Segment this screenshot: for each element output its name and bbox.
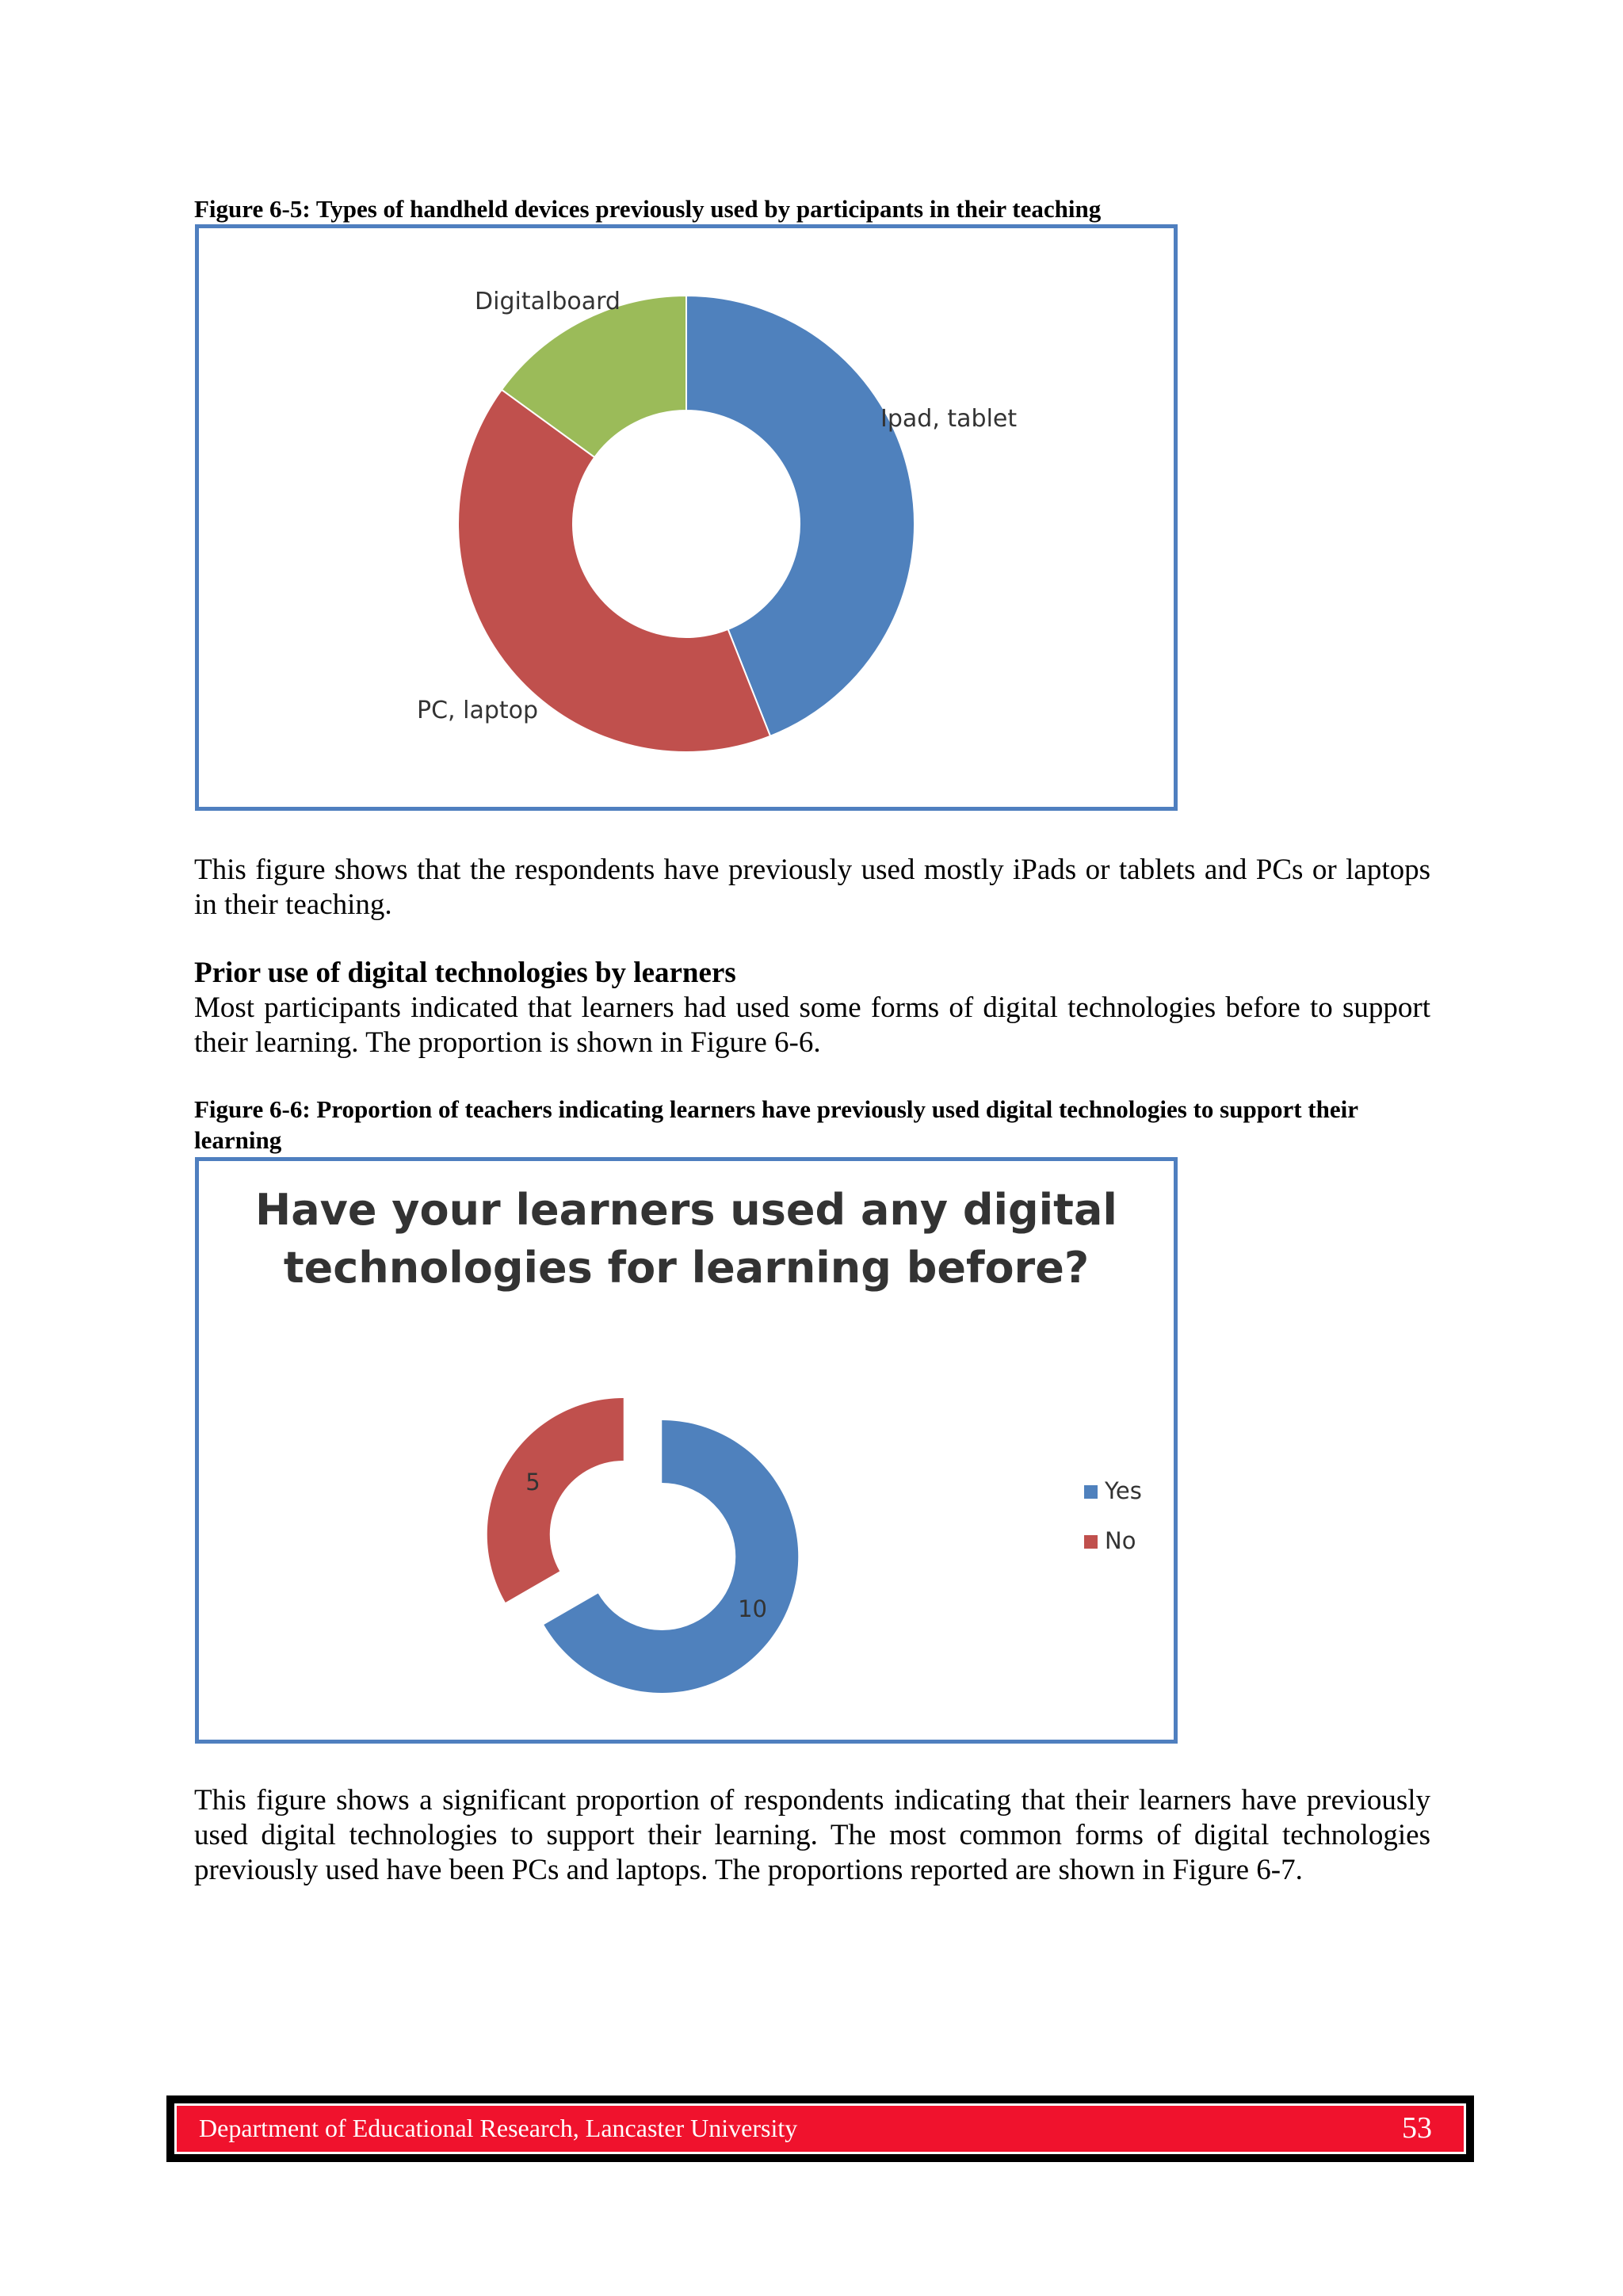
value-label-no: 5 xyxy=(525,1469,540,1496)
legend-label-no: No xyxy=(1105,1527,1136,1554)
figure-6-6-chart xyxy=(195,1157,1178,1744)
paragraph-figure-6-5: This figure shows that the respondents have previously used mostly iPads or tablets and PCs or laptops in their teaching. xyxy=(194,854,1430,921)
slice-no xyxy=(487,1398,624,1603)
page-footer xyxy=(166,2095,1474,2162)
label-pc-laptop: PC, laptop xyxy=(417,697,539,724)
page-number: 53 xyxy=(1402,2111,1432,2145)
figure-6-5-caption: Figure 6-5: Types of handheld devices previously used by participants in their teaching xyxy=(194,195,1102,223)
paragraph-figure-6-6: This figure shows a significant proportion of respondents indicating that their learners have previously used digital technologies to support their learning. The most common forms of digital technologies previously used have been PCs and laptops. The proportions reported are shown in Figure 6-7. xyxy=(194,1784,1430,1886)
legend-swatch-no xyxy=(1084,1535,1098,1549)
section-paragraph: Most participants indicated that learners had used some forms of digital technologies before to support their learning. The proportion is shown in Figure 6-6. xyxy=(194,991,1430,1059)
chart-title-line-2: technologies for learning before? xyxy=(283,1243,1090,1293)
label-digitalboard: Digitalboard xyxy=(475,288,621,315)
footer-band xyxy=(174,2103,1466,2154)
legend-label-yes: Yes xyxy=(1105,1477,1142,1504)
figure-6-6-caption: Figure 6-6: Proportion of teachers indicating learners have previously used digital technologies to support their learning xyxy=(194,1095,1358,1154)
doughnut-chart-learners xyxy=(199,1161,1174,1740)
footer-department: Department of Educational Research, Lancaster University xyxy=(199,2114,798,2142)
figure-6-5-chart xyxy=(195,224,1178,811)
chart-title-line-1: Have your learners used any digital xyxy=(255,1185,1117,1235)
section-heading: Prior use of digital technologies by learners xyxy=(194,957,736,989)
doughnut-chart-devices xyxy=(199,228,1174,807)
value-label-yes: 10 xyxy=(738,1595,768,1622)
legend-swatch-yes xyxy=(1084,1485,1098,1499)
label-ipad-tablet: Ipad, tablet xyxy=(880,405,1018,433)
